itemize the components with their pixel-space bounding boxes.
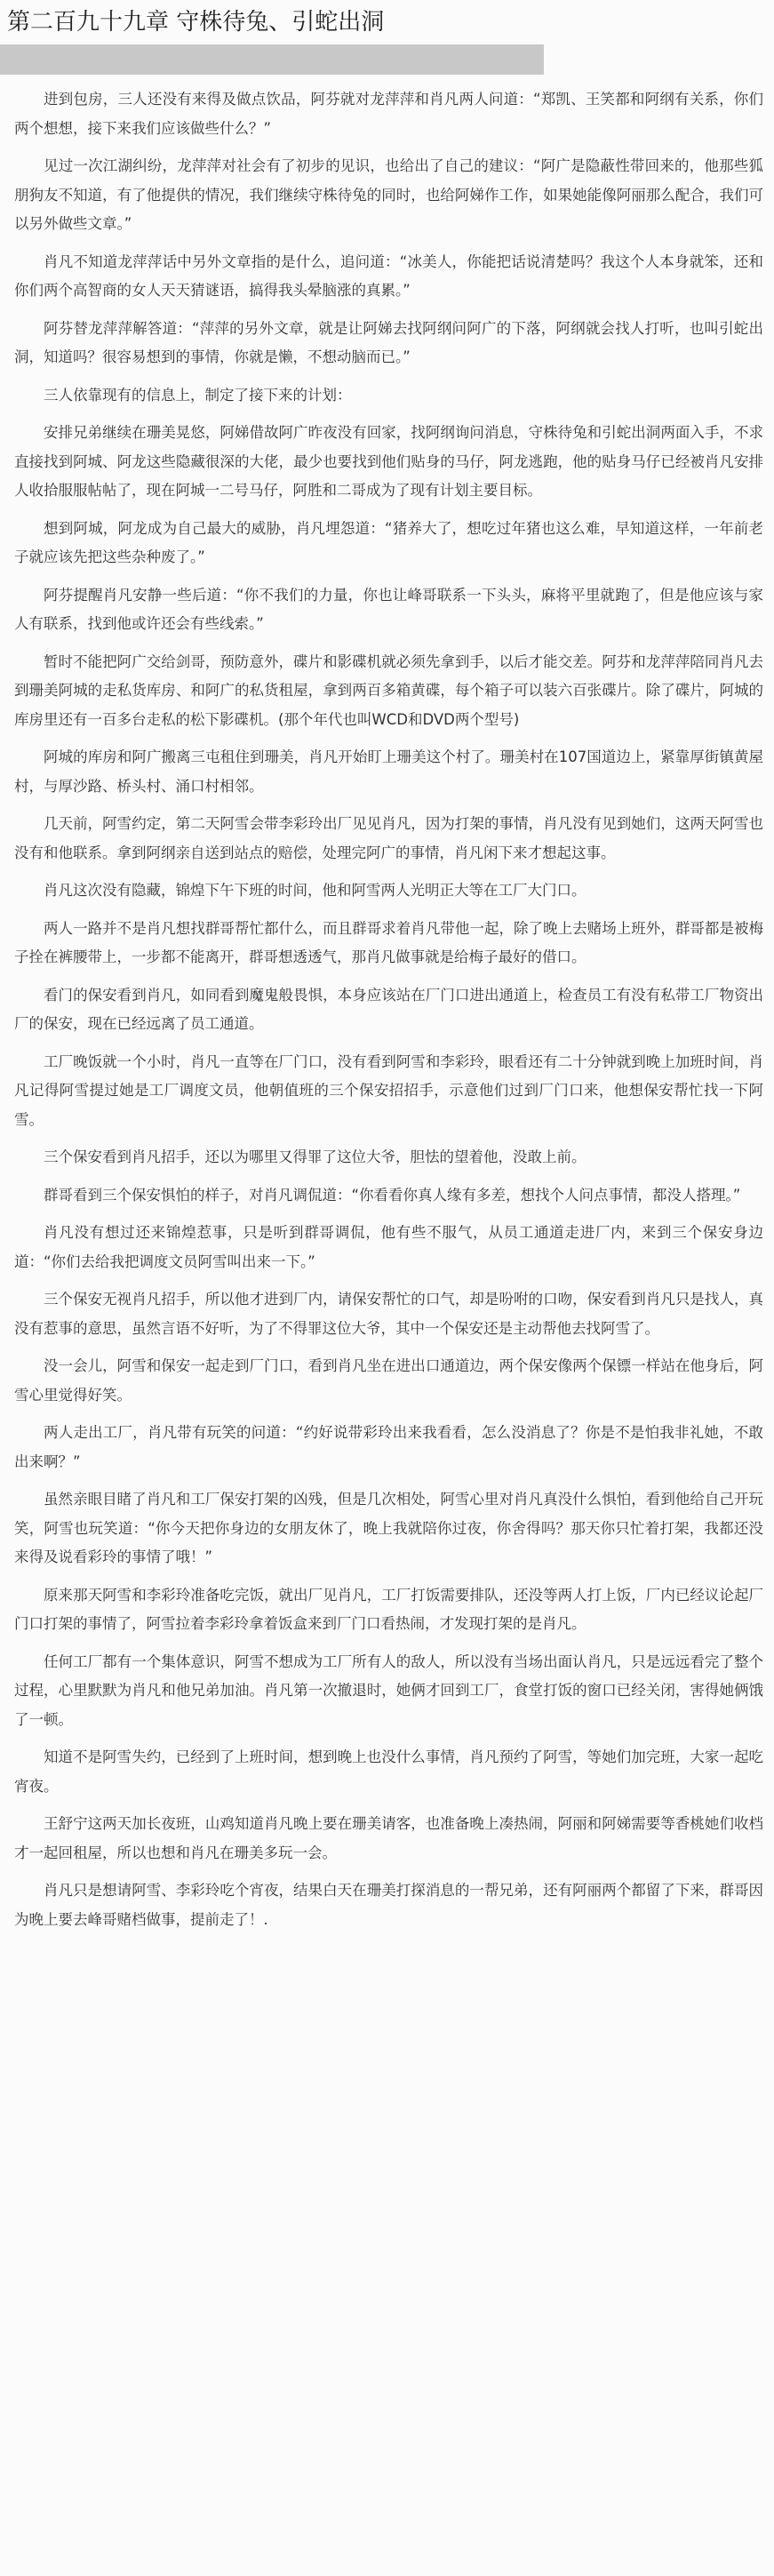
paragraph: 肖凡不知道龙萍萍话中另外文章指的是什么，追问道：“冰美人，你能把话说清楚吗？我这个人本身就笨，还和你们两个高智商的女人天天猜谜语，搞得我头晕脑涨的真累。” [14, 252, 763, 299]
chapter-content [0, 85, 774, 2567]
paragraph: 阿芬替龙萍萍解答道：“萍萍的另外文章，就是让阿娣去找阿纲问阿广的下落，阿纲就会找人打听，也叫引蛇出洞，知道吗？很容易想到的事情，你就是懒，不想动脑而已。” [14, 319, 763, 365]
paragraph: 三人依靠现有的信息上，制定了接下来的计划： [44, 386, 352, 404]
paragraph: 知道不是阿雪失约，已经到了上班时间，想到晚上也没什么事情，肖凡预约了阿雪，等她们加完班，大家一起吃宵夜。 [14, 1748, 763, 1795]
paragraph: 两人走出工厂，肖凡带有玩笑的问道：“约好说带彩玲出来我看看，怎么没消息了？你是不是怕我非礼她，不敢出来啊？” [14, 1424, 763, 1470]
paragraph: 肖凡这次没有隐藏，锦煌下午下班的时间，他和阿雪两人光明正大等在工厂大门口。 [44, 882, 586, 899]
paragraph: 想到阿城，阿龙成为自己最大的威胁，肖凡埋怨道：“猪养大了，想吃过年猪也这么难，早知道这样，一年前老子就应该先把这些杂种废了。” [14, 519, 763, 565]
paragraph: 看门的保安看到肖凡，如同看到魔鬼般畏惧，本身应该站在厂门口进出通道上，检查员工有没有私带工厂物资出厂的保安，现在已经远离了员工通道。 [14, 986, 763, 1032]
paragraph: 原来那天阿雪和李彩玲准备吃完饭，就出厂见肖凡，工厂打饭需要排队，还没等两人打上饭，厂内已经议论起厂门口打架的事情了，阿雪拉着李彩玲拿着饭盒来到厂门口看热闹，才发现打架的是肖凡。 [14, 1586, 763, 1632]
paragraph: 安排兄弟继续在珊美晃悠，阿娣借故阿广昨夜没有回家，找阿纲询问消息，守株待兔和引蛇出洞两面入手，不求直接找到阿城、阿龙这些隐藏很深的大佬，最少也要找到他们贴身的马仔，阿龙逃跑，他的贴身马仔已经被肖凡安排人收拾服服帖帖了，现在阿城一二号马仔，阿胜和二哥成为了现有计划主要目标。 [14, 424, 763, 499]
title-progress-bar [0, 44, 544, 75]
paragraph: 三个保安无视肖凡招手，所以他才进到厂内，请保安帮忙的口气，却是吩咐的口吻，保安看到肖凡只是找人，真没有惹事的意思，虽然言语不好听，为了不得罪这位大爷，其中一个保安还是主动帮他去找阿雪了。 [14, 1291, 763, 1337]
paragraph: 工厂晚饭就一个小时，肖凡一直等在厂门口，没有看到阿雪和李彩玲，眼看还有二十分钟就到晚上加班时间，肖凡记得阿雪提过她是工厂调度文员，他朝值班的三个保安招招手，示意他们过到厂门口来，他想保安帮忙找一下阿雪。 [14, 1052, 763, 1128]
paragraph: 王舒宁这两天加长夜班，山鸡知道肖凡晚上要在珊美请客，也准备晚上凑热闹，阿丽和阿娣需要等香桃她们收档才一起回租屋，所以也想和肖凡在珊美多玩一会。 [14, 1815, 763, 1861]
paragraph: 两人一路并不是肖凡想找群哥帮忙都什么，而且群哥求着肖凡带他一起，除了晚上去赌场上班外，群哥都是被梅子拴在裤腰带上，一步都不能离开，群哥想透透气，那肖凡做事就是给梅子最好的借口。 [14, 919, 763, 965]
chapter-title: 第二百九十九章 守株待兔、引蛇出洞 [7, 9, 385, 36]
paragraph: 阿城的库房和阿广搬离三屯租住到珊美，肖凡开始盯上珊美这个村了。珊美村在107国道边上，紧靠厚街镇黄屋村，与厚沙路、桥头村、涌口村相邻。 [14, 748, 763, 795]
paragraph: 阿芬提醒肖凡安静一些后道：“你不我们的力量，你也让峰哥联系一下头头，麻将平里就跑了，但是他应该与家人有联系，找到他或许还会有些线索。” [14, 586, 763, 632]
paragraph: 几天前，阿雪约定，第二天阿雪会带李彩玲出厂见见肖凡，因为打架的事情，肖凡没有见到她们，这两天阿雪也没有和他联系。拿到阿纲亲自送到站点的赔偿，处理完阿广的事情，肖凡闲下来才想起这事。 [14, 815, 763, 861]
paragraph: 任何工厂都有一个集体意识，阿雪不想成为工厂所有人的敌人，所以没有当场出面认肖凡，只是远远看完了整个过程，心里默默为肖凡和他兄弟加油。肖凡第一次撤退时，她俩才回到工厂，食堂打饭的窗口已经关闭，害得她俩饿了一顿。 [14, 1652, 763, 1728]
paragraph: 群哥看到三个保安惧怕的样子，对肖凡调侃道：“你看看你真人缘有多差，想找个人问点事情，都没人搭理。” [44, 1186, 741, 1204]
paragraph: 三个保安看到肖凡招手，还以为哪里又得罪了这位大爷，胆怯的望着他，没敢上前。 [44, 1148, 586, 1165]
paragraph: 见过一次江湖纠纷，龙萍萍对社会有了初步的见识，也给出了自己的建议：“阿广是隐蔽性带回来的，他那些狐朋狗友不知道，有了他提供的情况，我们继续守株待兔的同时，也给阿娣作工作，如果她能像阿丽那么配合，我们可以另外做些文章。” [14, 157, 763, 232]
paragraph: 肖凡没有想过还来锦煌惹事，只是听到群哥调侃，他有些不服气，从员工通道走进厂内，来到三个保安身边道：“你们去给我把调度文员阿雪叫出来一下。” [14, 1224, 763, 1270]
paragraph: 肖凡只是想请阿雪、李彩玲吃个宵夜，结果白天在珊美打探消息的一帮兄弟，还有阿丽两个都留了下来，群哥因为晚上要去峰哥赌档做事，提前走了！. [14, 1882, 763, 1928]
paragraph: 暂时不能把阿广交给剑哥，预防意外，碟片和影碟机就必须先拿到手，以后才能交差。阿芬和龙萍萍陪同肖凡去到珊美阿城的走私货库房、和阿广的私货租屋，拿到两百多箱黄碟，每个箱子可以装六百张碟片。除了碟片，阿城的库房里还有一百多台走私的松下影碟机。(那个年代也叫WCD和DVD两个型号) [14, 652, 763, 728]
paragraph: 没一会儿，阿雪和保安一起走到厂门口，看到肖凡坐在进出口通道边，两个保安像两个保镖一样站在他身后，阿雪心里觉得好笑。 [14, 1357, 763, 1404]
paragraph: 进到包房，三人还没有来得及做点饮品，阿芬就对龙萍萍和肖凡两人问道：“郑凯、王笑都和阿纲有关系，你们两个想想，接下来我们应该做些什么？” [14, 91, 763, 137]
paragraph: 虽然亲眼目睹了肖凡和工厂保安打架的凶残，但是几次相处，阿雪心里对肖凡真没什么惧怕，看到他给自己开玩笑，阿雪也玩笑道：“你今天把你身边的女朋友休了，晚上我就陪你过夜，你舍得吗？那天你只忙着打架，我都还没来得及说看彩玲的事情了哦！” [14, 1491, 763, 1565]
